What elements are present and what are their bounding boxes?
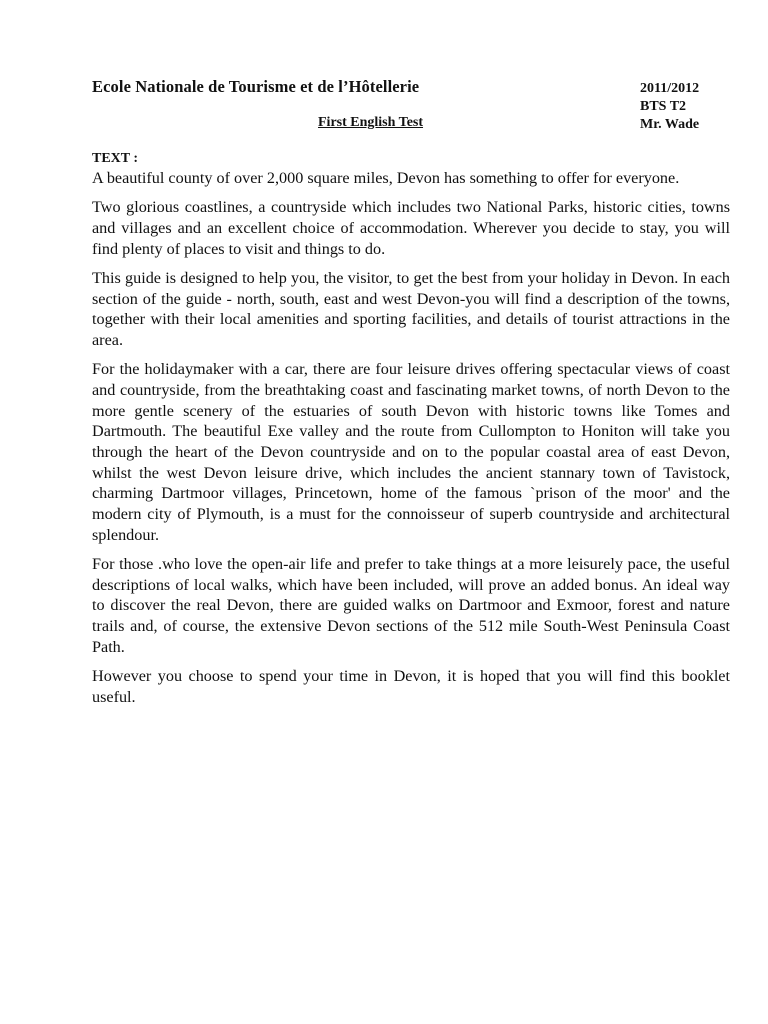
text-label: TEXT : [92, 151, 139, 166]
test-meta [640, 80, 699, 134]
test-title: First English Test [318, 115, 424, 130]
school-year: 2011/2012 [640, 81, 700, 96]
school-name: Ecole Nationale de Tourisme et de l’Hôtellerie [92, 77, 420, 96]
paragraph: This guide is designed to help you, the visitor, to get the best from your holiday in Devon. In each section of the guide - north, south, east and west Devon-you will find a description of the towns, together with their local amenities and sporting facilities, and details of tourist attractions in the area. [92, 268, 730, 349]
paragraph: A beautiful county of over 2,000 square miles, Devon has something to offer for everyone. [92, 169, 680, 187]
paragraph: Two glorious coastlines, a countryside which includes two National Parks, historic cities, towns and villages and an excellent choice of accommodation. Wherever you decide to stay, you will find plenty of places to visit and things to do. [92, 198, 730, 258]
class-name: BTS T2 [640, 99, 687, 114]
text-body [92, 168, 730, 716]
paragraph: For the holidaymaker with a car, there are four leisure drives offering spectacular views of coast and countryside, from the breathtaking coast and fascinating market towns, of north Devon to the more gentle scenery of the estuaries of south Devon with historic towns like Tomes and Dartmouth. The beautiful Exe valley and the route from Cullompton to Honiton will take you through the heart of the Devon countryside and on to the popular coastal area of east Devon, whilst the west Devon leisure drive, which includes the ancient stannary town of Tavistock, charming Dartmoor villages, Princetown, home of the famous `prison of the moor' and the modern city of Plymouth, is a must for the connoisseur of superb countryside and architectural splendour. [92, 360, 730, 544]
paragraph: For those .who love the open-air life and prefer to take things at a more leisurely pace, the useful descriptions of local walks, which have been included, will prove an added bonus. An ideal way to discover the real Devon, there are guided walks on Dartmoor and Exmoor, forest and nature trails and, of course, the extensive Devon sections of the 512 mile South-West Peninsula Coast Path. [92, 554, 730, 656]
teacher-name: Mr. Wade [640, 117, 700, 132]
paragraph: However you choose to spend your time in Devon, it is hoped that you will find this booklet useful. [92, 666, 730, 706]
